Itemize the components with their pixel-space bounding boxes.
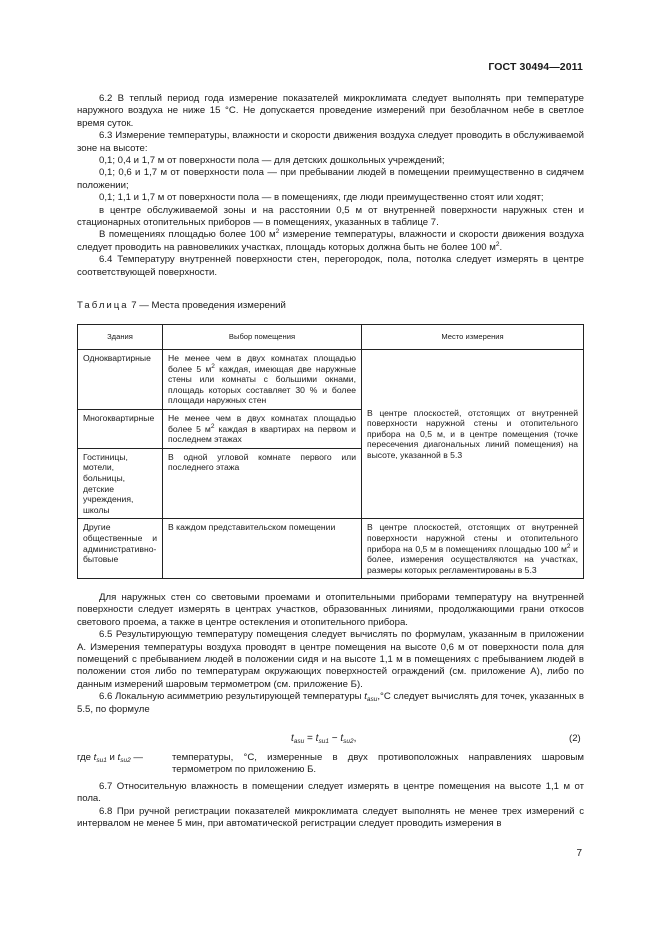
legend-definition: температуры, °С, измеренные в двух противоположных направлениях шаровым термометром по приложению Б. <box>172 752 584 776</box>
column-header: Место измерения <box>362 325 584 350</box>
paragraph-6-3: 6.3 Измерение температуры, влажности и скорости движения воздуха следует проводить в обслуживаемой зоне на высоте: <box>77 130 584 154</box>
paragraph-6-7: 6.7 Относительную влажность в помещении следует измерять в центре помещения на высоте 1,1 м от пола. <box>77 781 584 805</box>
formula-2 <box>0 733 661 749</box>
building-type: Многоквартирные <box>78 409 163 448</box>
table-caption: Таблица 7 — Места проведения измерений <box>77 300 286 311</box>
formula-expression: $t_{asu} = t_{su1} - t_{su2}$, <box>291 733 357 745</box>
paragraph-6-2: 6.2 В теплый период года измерение показателей микроклимата следует выполнять при температуре наружного воздуха не ниже 15 °С. Не допускается проведение измерений при безоблачном небе в светлое время суток. <box>77 93 584 129</box>
paragraph-6-5: 6.5 Результирующую температуру помещения следует вычислять по формулам, указанным в приложении А. Измерения температуры воздуха проводят в центре помещения на высоте 0,6 м от поверхности пола для помещений с пребыванием людей в положении сидя и на высоте 1,1 м в помещениях с пребыванием людей в положении стоя либо по температурам окружающих поверхностей ограждений (см. приложение А), либо по данным измерений шаровым термометром (см. приложение Б). <box>77 629 584 690</box>
paragraph-6-4: 6.4 Температуру внутренней поверхности стен, перегородок, пола, потолка следует измерять в центре соответствующей поверхности. <box>77 254 584 278</box>
paragraph-6-6: 6.6 Локальную асимметрию результирующей температуры $t_{asu},^\circ С$ следует вычислять для точек, указанных в 5.5, по формуле <box>77 691 584 715</box>
room-selection: Не менее чем в двух комнатах площадью более 5 $м^2$ каждая, имеющая две наружные стены или комнаты с большими окнами, площадь которых составляет 30 % и более площади наружных стен <box>163 350 362 410</box>
measurement-place: В центре плоскостей, отстоящих от внутренней поверхности наружной стены и отопительного прибора на 0,5 м, и в центре помещения (точке пересечения диагональных линий помещения) на высоте, указанной в 5.3 <box>362 350 584 519</box>
column-header: Здания <box>78 325 163 350</box>
height-item-3: 0,1; 1,1 и 1,7 м от поверхности пола — в помещениях, где люди преимущественно стоят или ходят; <box>99 192 544 204</box>
measurement-place: В центре плоскостей, отстоящих от внутренней поверхности наружной стены и отопительного прибора на 0,5 м в помещениях площадью 100 $м^2$ и более, измерения осуществляются на участках, размеры которых регламентированы в 5.3 <box>362 519 584 579</box>
equation-number: (2) <box>569 733 581 744</box>
document-id: ГОСТ 30494—2011 <box>488 61 583 73</box>
legend-symbols: где $t_{su1}$ и $t_{su2}$ — <box>77 752 143 764</box>
building-type: Другие общественные и административно-бытовые <box>78 519 163 579</box>
column-header: Выбор помещения <box>163 325 362 350</box>
paragraph-area: В помещениях площадью более 100 $м^2$ измерение температуры, влажности и скорости движения воздуха следует проводить на равновеликих участках, площадь которых должна быть не более 100 $м^2$. <box>77 228 584 253</box>
paragraph-windows: Для наружных стен со световыми проемами и отопительными приборами температуру на внутренней поверхности следует измерять в центрах участков, образованных линиями, продолжающими грани откосов светового проема, а также в центре остекления и отопительного прибора. <box>77 592 584 628</box>
building-type: Гостиницы, мотели, больницы, детские учреждения, школы <box>78 448 163 519</box>
height-item-2: 0,1; 0,6 и 1,7 м от поверхности пола — при пребывании людей в помещении преимущественно в сидячем положении; <box>77 167 584 191</box>
room-selection: В каждом представительском помещении <box>163 519 362 579</box>
building-type: Одноквартирные <box>78 350 163 410</box>
paragraph-6-8: 6.8 При ручной регистрации показателей микроклимата следует выполнять не менее трех измерений с интервалом не менее 5 мин, при автоматической регистрации следует проводить измерения в <box>77 805 584 830</box>
table-row <box>78 350 584 410</box>
room-selection: В одной угловой комнате первого или последнего этажа <box>163 448 362 519</box>
room-selection: Не менее чем в двух комнатах площадью более 5 $м^2$ каждая в квартирах на первом и последнем этажах <box>163 409 362 448</box>
height-item-4: в центре обслуживаемой зоны и на расстоянии 0,5 м от внутренней поверхности наружных стен и стационарных отопительных приборов — в помещениях, указанных в таблице 7. <box>77 204 584 229</box>
page-number: 7 <box>576 848 582 859</box>
section-text-bottom <box>77 781 584 831</box>
section-text-top <box>77 93 584 279</box>
measurement-locations-table <box>77 324 584 579</box>
table-header-row <box>78 325 584 350</box>
height-item-1: 0,1; 0,4 и 1,7 м от поверхности пола — для детских дошкольных учреждений; <box>99 155 445 167</box>
section-text-middle <box>77 592 584 716</box>
table-row <box>78 519 584 579</box>
